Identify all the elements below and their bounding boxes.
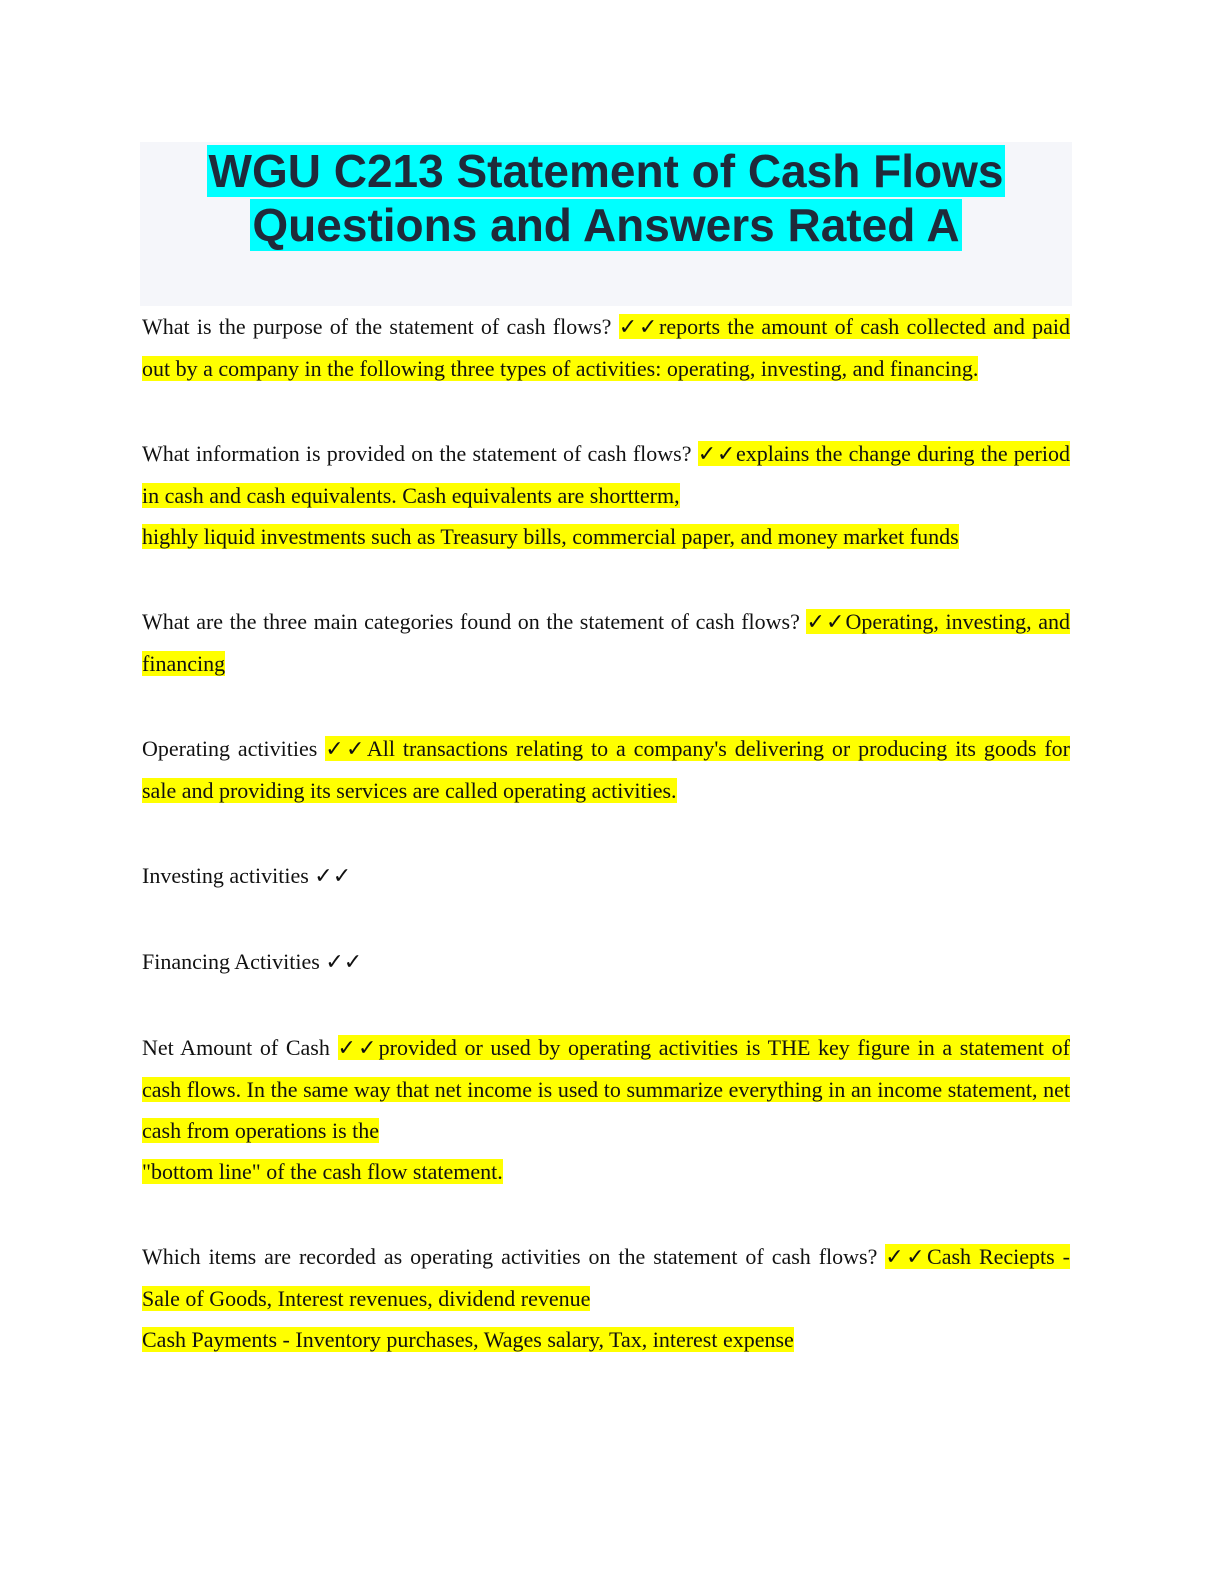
qa-item-operating-activities — [142, 728, 1070, 811]
question-text: Net Amount of Cash — [142, 1035, 338, 1060]
check-icon: ✓✓ — [325, 950, 363, 975]
question-text: What information is provided on the statement of cash flows? — [142, 441, 698, 466]
title-line-2: Questions and Answers Rated A — [252, 199, 960, 251]
qa-item-investing-activities — [142, 855, 1070, 897]
check-icon: ✓✓ — [697, 442, 736, 467]
qa-item-financing-activities — [142, 941, 1070, 983]
qa-item-categories — [142, 601, 1070, 684]
answer-text: reports the amount of cash collected and paid out by a company in the following three types of activities: operating, investing, and financing. — [142, 314, 1071, 381]
answer-text: Cash Reciepts - Sale of Goods, Interest revenues, dividend revenue — [142, 1244, 1070, 1311]
check-icon: ✓✓ — [806, 610, 846, 635]
qa-item-operating-items — [142, 1236, 1070, 1360]
question-text: Investing activities — [142, 863, 315, 888]
answer-text-line2: Cash Payments - Inventory purchases, Wages salary, Tax, interest expense — [142, 1327, 794, 1352]
answer-text: provided or used by operating activities is THE key figure in a statement of cash flows. In the same way that net income is used to summarize everything in an income statement, net cash from operations is the — [142, 1035, 1070, 1143]
qa-item-net-amount-of-cash — [142, 1027, 1070, 1192]
check-icon: ✓✓ — [885, 1245, 928, 1270]
check-icon: ✓✓ — [337, 1036, 379, 1061]
question-text: Financing Activities — [142, 949, 326, 974]
check-icon: ✓✓ — [325, 737, 367, 762]
answer-text: All transactions relating to a company's delivering or producing its goods for sale and providing its services are called operating activities. — [142, 736, 1070, 803]
title-line-1: WGU C213 Statement of Cash Flows — [208, 145, 1004, 197]
answer-text: explains the change during the period in cash and cash equivalents. Cash equivalents are shortterm, — [142, 441, 1070, 508]
document-title — [140, 142, 1072, 252]
answer-text-line2: highly liquid investments such as Treasury bills, commercial paper, and money market funds — [142, 524, 959, 549]
question-text: What are the three main categories found on the statement of cash flows? — [142, 609, 807, 634]
question-text: Operating activities — [142, 736, 326, 761]
qa-item-information — [142, 433, 1070, 557]
qa-item-purpose — [142, 306, 1070, 389]
check-icon: ✓✓ — [618, 315, 660, 340]
question-text: Which items are recorded as operating activities on the statement of cash flows? — [142, 1244, 886, 1269]
title-band — [140, 142, 1072, 306]
answer-text: Operating, investing, and financing — [142, 609, 1070, 676]
answer-text-line2: "bottom line" of the cash flow statement. — [142, 1159, 503, 1184]
question-text: What is the purpose of the statement of cash flows? — [142, 314, 619, 339]
check-icon: ✓✓ — [314, 864, 352, 889]
qa-list — [142, 306, 1070, 1360]
